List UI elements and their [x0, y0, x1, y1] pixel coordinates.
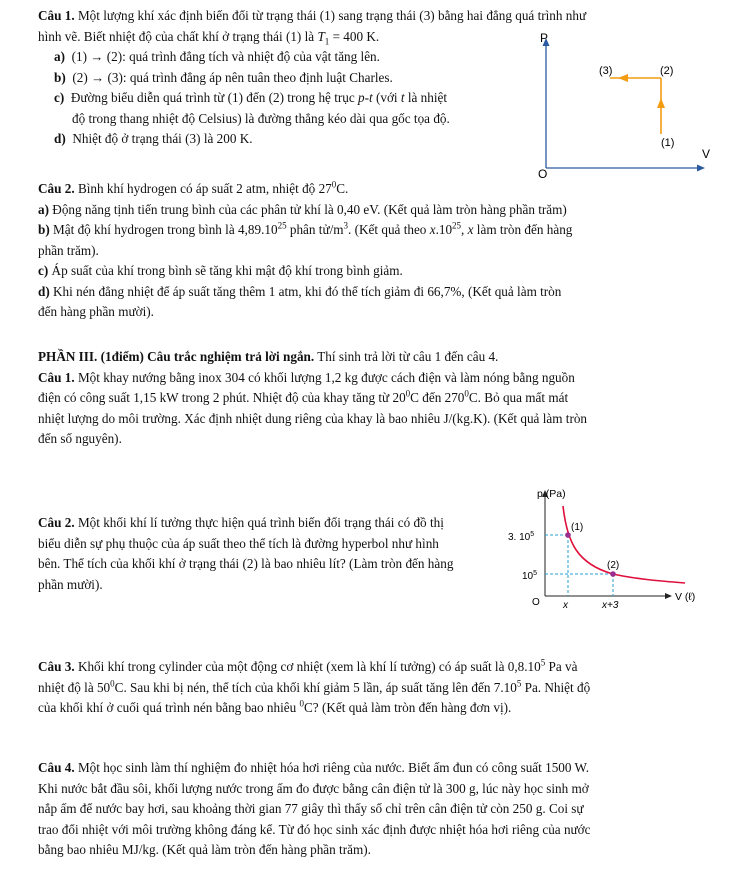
q2-origin-label: O — [532, 597, 540, 608]
q1-option-a: a) (1) → (2): quá trình đẳng tích và nhiệt độ của vật tăng lên. — [54, 49, 380, 64]
part3-q2-line4: phần mười). — [38, 576, 103, 592]
q2-state1-label: (1) — [571, 522, 584, 533]
q1-intro-line2: hình vẽ. Biết nhiệt độ của chất khí ở trạng thái (1) là $T_1 = 400$ K. — [38, 28, 380, 47]
part3-q4-line3: nắp ấm để nước bay hơi, sau khoảng thời gian 77 giây thì thấy số chỉ trên cân điện tử còn 250 g. Coi sự — [38, 801, 584, 816]
part3-q4-line2: Khi nước bắt đầu sôi, khối lượng nước trong ấm đo được bằng cân điện tử là 300 g, lúc này học sinh mở — [38, 780, 589, 796]
q2-intro: Câu 2. Bình khí hydrogen có áp suất 2 atm, nhiệt độ $27^0C$. — [38, 179, 349, 196]
part3-q4-line4: trao đổi nhiệt với môi trường không đáng kể. Từ đó học sinh xác định được nhiệt hóa hơi riêng của nước — [38, 821, 591, 837]
q2-hyperbola-curve — [563, 506, 685, 583]
q1-option-c: c) Đường biểu diễn quá trình từ (1) đến (2) trong hệ trục p-t (với t là nhiệt — [54, 90, 448, 105]
part3-q2-line2: biểu diễn sự phụ thuộc của áp suất theo thể tích là đường hyperbol như hình — [38, 535, 439, 551]
part3-q2-line3: bên. Thể tích của khối khí ở trạng thái (2) là bao nhiêu lít? (Làm tròn đến hàng — [38, 556, 454, 571]
q1-option-c-line2: độ trong thang nhiệt độ Celsius) là đường thẳng kéo dài qua gốc tọa độ. — [72, 110, 450, 126]
q1-pv-diagram — [530, 30, 720, 180]
q2-block — [38, 179, 738, 323]
q1-axis-p-label: P — [540, 31, 549, 45]
q2-x2-label: x+3 — [602, 600, 619, 611]
q2-state2-label: (2) — [607, 560, 620, 571]
q1-state1-label: (1) — [661, 137, 675, 149]
q2-axis-v-arrow — [665, 593, 672, 599]
part3-q3-block — [38, 657, 738, 719]
part3-q3-line1: Câu 3. Khối khí trong cylinder của một động cơ nhiệt (xem là khí lí tưởng) có áp suất là 0,8.10$^5$ Pa và — [38, 657, 578, 674]
q1-arrow-2-3 — [618, 74, 628, 82]
q1-origin-label: O — [538, 167, 548, 180]
q2-x1-label: x — [563, 600, 568, 611]
q1-state3-label: (3) — [599, 65, 613, 77]
part3-q3-line2: nhiệt độ là $50^0C$. Sau khi bị nén, thể tích của khối khí giảm 5 lần, áp suất tăng lên đến 7.10$^5$ Pa. Nhiệt độ — [38, 678, 591, 695]
part3-q4-block — [38, 758, 738, 861]
part3-q4-line5: bằng bao nhiêu MJ/kg. (Kết quả làm tròn đến hàng phần trăm). — [38, 842, 371, 857]
q2-p1-label: 3. $10^5$ — [508, 531, 535, 543]
q2-option-b-line2: phần trăm). — [38, 242, 99, 258]
q2-hyperbola-diagram — [505, 484, 715, 614]
q1-arrow-1-2 — [657, 98, 665, 108]
q1-state2-label: (2) — [660, 65, 674, 77]
part3-q1-line3: nhiệt lượng do môi trường. Xác định nhiệt dung riêng của khay là bao nhiêu J/(kg.K). (Kết quả làm tròn — [38, 410, 588, 426]
part3-q1-line2: điện có công suất 1,15 kW trong 2 phút. Nhiệt độ của khay tăng từ $20^0C$ đến $270^0C$. Bỏ qua mất mát — [38, 388, 569, 405]
part3-q1-line4: đến số nguyên). — [38, 431, 122, 446]
q1-intro-line1: Câu 1. Một lượng khí xác định biến đổi từ trạng thái (1) sang trạng thái (3) bằng hai đẳng quá trình như — [38, 8, 587, 23]
q2-point-2 — [610, 571, 616, 577]
q2-point-1 — [565, 532, 571, 538]
q1-option-d: d) Nhiệt độ ở trạng thái (3) là 200 K. — [54, 131, 253, 146]
q2-option-a: a) Động năng tịnh tiến trung bình của các phân tử khí là 0,40 eV. (Kết quả làm tròn hàng phần trăm) — [38, 201, 567, 217]
part3-q2-line1: Câu 2. Một khối khí lí tưởng thực hiện quá trình biến đổi trạng thái có đồ thị — [38, 515, 444, 530]
q2-axis-p-label: p (Pa) — [537, 488, 566, 500]
part3-q3-line3: của khối khí ở cuối quá trình nén bằng bao nhiêu $^0$C? (Kết quả làm tròn đến hàng đơn vị). — [38, 698, 512, 715]
q1-axis-v-arrow — [697, 165, 705, 172]
part3-q1-line1: Câu 1. Một khay nướng bằng inox 304 có khối lượng 1,2 kg được cách điện và làm nóng bằng nguồn — [38, 369, 575, 385]
part3-heading: PHẦN III. (1điểm) Câu trắc nghiệm trả lời ngắn. Thí sinh trả lời từ câu 1 đến câu 4. — [38, 349, 499, 364]
q1-option-b: b) (2) → (3): quá trình đẳng áp nên tuân theo định luật Charles. — [54, 69, 393, 85]
q1-axis-v-label: V — [702, 147, 711, 161]
q2-axis-v-label: V (ℓ) — [675, 591, 696, 603]
q2-p2-label: $10^5$ — [522, 570, 538, 582]
q2-option-c: c) Áp suất của khí trong bình sẽ tăng khi mật độ khí trong bình giảm. — [38, 263, 403, 278]
q2-option-b: b) Mật độ khí hydrogen trong bình là 4,89.10$^{25}$ phân $tử/m^3$. (Kết quả theo $x.10^{25}$, x làm tròn đến hàng — [38, 220, 573, 237]
q2-option-d-line2: đến hàng phần mười). — [38, 304, 154, 319]
part3-q1-block — [38, 347, 738, 450]
q2-option-d: d) Khi nén đẳng nhiệt để áp suất tăng thêm 1 atm, khi đó thể tích giảm đi 66,7%, (Kết quả làm tròn — [38, 283, 562, 299]
part3-q4-line1: Câu 4. Một học sinh làm thí nghiệm đo nhiệt hóa hơi riêng của nước. Biết ấm đun có công suất 1500 W. — [38, 760, 590, 775]
part3-q2-block — [38, 513, 508, 595]
